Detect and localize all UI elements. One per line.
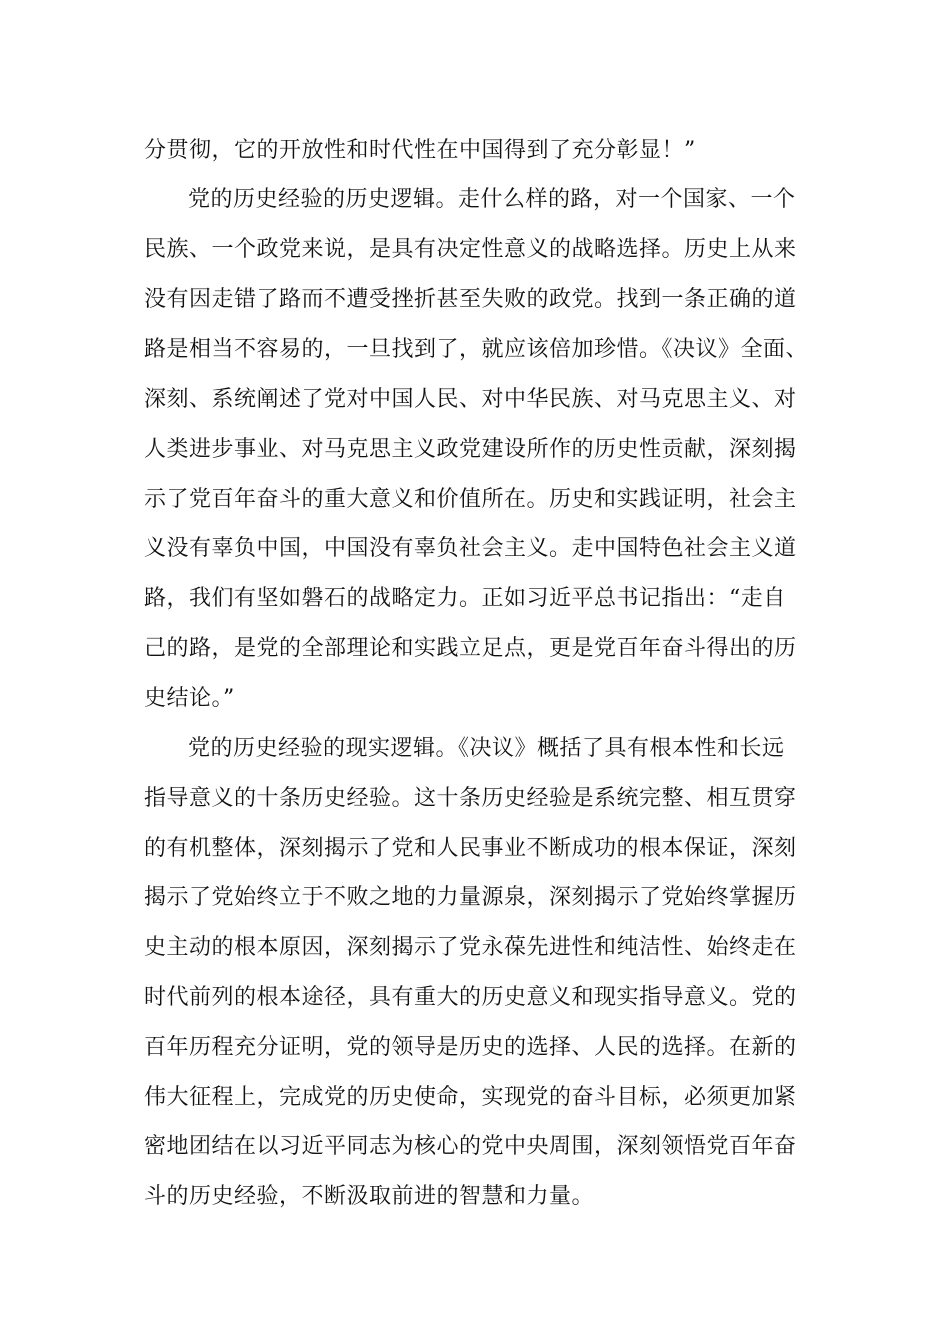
text-line: 路，我们有坚如磐石的战略定力。正如习近平总书记指出：“走自 — [144, 586, 786, 611]
text-line: 己的路，是党的全部理论和实践立足点，更是党百年奋斗得出的历 — [144, 636, 797, 661]
text-line: 史主动的根本原因，深刻揭示了党永葆先进性和纯洁性、始终走在 — [144, 935, 797, 960]
text-line: 百年历程充分证明，党的领导是历史的选择、人民的选择。在新的 — [144, 1035, 797, 1060]
paragraph-start-line: 党的历史经验的现实逻辑。《决议》概括了具有根本性和长远 — [188, 736, 785, 761]
text-line: 分贯彻，它的开放性和时代性在中国得到了充分彰显！” — [144, 138, 696, 163]
text-line: 时代前列的根本途径，具有重大的历史意义和现实指导意义。党的 — [144, 985, 797, 1010]
text-line: 指导意义的十条历史经验。这十条历史经验是系统完整、相互贯穿 — [144, 786, 797, 811]
text-line: 的有机整体，深刻揭示了党和人民事业不断成功的根本保证，深刻 — [144, 836, 797, 861]
text-line: 史结论。” — [144, 686, 235, 711]
paragraph-start-line: 党的历史经验的历史逻辑。走什么样的路，对一个国家、一个 — [188, 187, 796, 212]
text-line: 伟大征程上，完成党的历史使命，实现党的奋斗目标，必须更加紧 — [144, 1085, 797, 1110]
text-line: 民族、一个政党来说，是具有决定性意义的战略选择。历史上从来 — [144, 237, 797, 262]
text-line: 没有因走错了路而不遭受挫折甚至失败的政党。找到一条正确的道 — [144, 287, 797, 312]
text-line: 深刻、系统阐述了党对中国人民、对中华民族、对马克思主义、对 — [144, 387, 797, 412]
text-line: 路是相当不容易的，一旦找到了，就应该倍加珍惜。《决议》全面、 — [144, 337, 809, 362]
text-line: 密地团结在以习近平同志为核心的党中央周围，深刻领悟党百年奋 — [144, 1134, 797, 1159]
text-line: 斗的历史经验，不断汲取前进的智慧和力量。 — [144, 1184, 595, 1209]
text-line: 示了党百年奋斗的重大意义和价值所在。历史和实践证明，社会主 — [144, 487, 797, 512]
text-line: 义没有辜负中国，中国没有辜负社会主义。走中国特色社会主义道 — [144, 536, 797, 561]
text-line: 揭示了党始终立于不败之地的力量源泉，深刻揭示了党始终掌握历 — [144, 885, 797, 910]
text-line: 人类进步事业、对马克思主义政党建设所作的历史性贡献，深刻揭 — [144, 437, 797, 462]
